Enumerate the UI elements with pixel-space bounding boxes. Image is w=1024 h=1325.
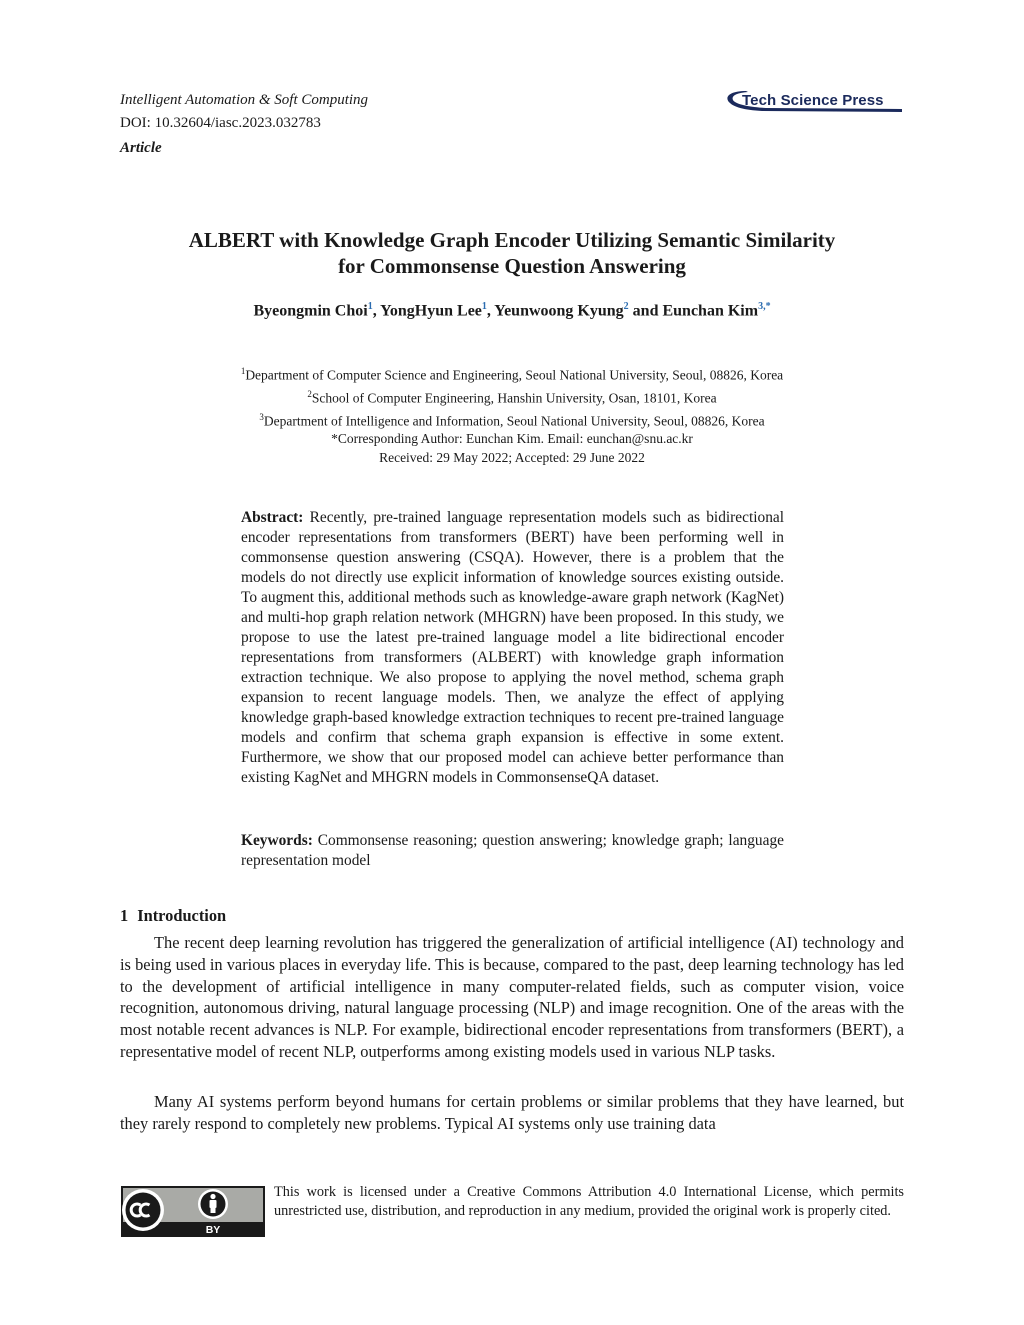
author-name: YongHyun Lee <box>380 302 482 320</box>
creative-commons-icon <box>122 1189 164 1231</box>
author-affil-sup[interactable]: 1 <box>367 301 373 312</box>
section-title: Introduction <box>137 906 227 925</box>
affiliation-line: $^1$Department of Computer Science and Engineering, Seoul National University, Seoul, 08826, Korea <box>240 366 784 383</box>
author-name: Byeongmin Choi <box>253 302 368 320</box>
license-text: This work is licensed under a Creative Commons Attribution 4.0 International License, which permits unrestricted use, distribution, and reproduction in any medium, provided the original work is properly cited. <box>274 1184 904 1219</box>
section-heading <box>120 906 226 926</box>
abstract <box>241 508 784 788</box>
keywords-text: Commonsense reasoning; question answering; knowledge graph; language representation model <box>241 832 784 869</box>
affiliation-line: $^3$Department of Intelligence and Information, Seoul National University, Seoul, 08826, Korea <box>259 411 765 429</box>
body-paragraph: Many AI systems perform beyond humans for certain problems or similar problems that they have learned, but they rarely respond to completely new problems. Typical AI systems only use training data <box>120 1092 904 1133</box>
title-line-2: for Commonsense Question Answering <box>338 254 686 278</box>
author-list <box>100 301 924 320</box>
body-paragraph: The recent deep learning revolution has triggered the generalization of artificial intelligence (AI) technology and is being used in various places in everyday life. This is because, compared to the past, deep learning technology has led to the development of artificial intelligence in many computer-related fields, such as computer vision, voice recognition, autonomous driving, natural language processing (NLP) and image recognition. One of the areas with the most notable recent advances is NLP. For example, bidirectional encoder representations from transformers (BERT), a representative model of recent NLP, outperforms among existing models used in various NLP tasks. <box>120 933 904 1061</box>
author-separator: and <box>628 302 663 320</box>
title-line-1: ALBERT with Knowledge Graph Encoder Utilizing Semantic Similarity <box>188 228 836 252</box>
cc-by-label: BY <box>205 1224 221 1236</box>
author-separator: , <box>372 302 381 320</box>
affiliations <box>100 362 924 467</box>
article-type: Article <box>120 140 162 156</box>
author-affil-sup[interactable]: 2 <box>623 301 629 312</box>
keywords <box>241 831 784 871</box>
affiliation-line: $^2$School of Computer Engineering, Hanshin University, Osan, 18101, Korea <box>307 388 717 406</box>
abstract-label: Abstract: <box>241 509 304 526</box>
abstract-text: Recently, pre-trained language representation models such as bidirectional encoder representations from transformers (BERT) have been performing well in commonsense question answering (CSQA). However, there is a problem that the models do not directly use explicit information of knowledge sources existing outside. To augment this, additional methods such as knowledge-aware graph network (KagNet) and multi-hop graph relation network (MHGRN) have been proposed. In this study, we propose to use the latest pre-trained language model a lite bidirectional encoder representations from transformers (ALBERT) with knowledge graph information extraction technique. We also propose to applying the novel method, schema graph expansion to recent language models. Then, we analyze the effect of applying knowledge graph-based knowledge extraction techniques to recent pre-trained language models and confirm that schema graph expansion is effective in some extent. Furthermore, we show that our proposed model can achieve better performance than existing KagNet and MHGRN models in CommonsenseQA dataset. <box>241 509 784 786</box>
journal-name: Intelligent Automation & Soft Computing <box>120 92 369 108</box>
section-number: 1 <box>120 906 129 925</box>
attribution-person-icon <box>198 1189 228 1219</box>
publisher-logo <box>722 88 906 118</box>
publisher-name: Tech Science Press <box>742 92 884 109</box>
author-separator: , <box>486 302 495 320</box>
cc-by-license-badge[interactable] <box>121 1186 265 1237</box>
author-affil-sup[interactable]: 3,* <box>758 301 771 312</box>
author-name: Yeunwoong Kyung <box>494 302 624 320</box>
doi: DOI: 10.32604/iasc.2023.032783 <box>120 115 321 131</box>
received-accepted-dates: Received: 29 May 2022; Accepted: 29 June 2022 <box>379 449 645 465</box>
keywords-label: Keywords: <box>241 832 313 849</box>
paper-title <box>100 227 924 279</box>
author-affil-sup[interactable]: 1 <box>481 301 487 312</box>
author-name: Eunchan Kim <box>662 302 759 320</box>
corresponding-author: *Corresponding Author: Eunchan Kim. Email: eunchan@snu.ac.kr <box>331 431 693 447</box>
